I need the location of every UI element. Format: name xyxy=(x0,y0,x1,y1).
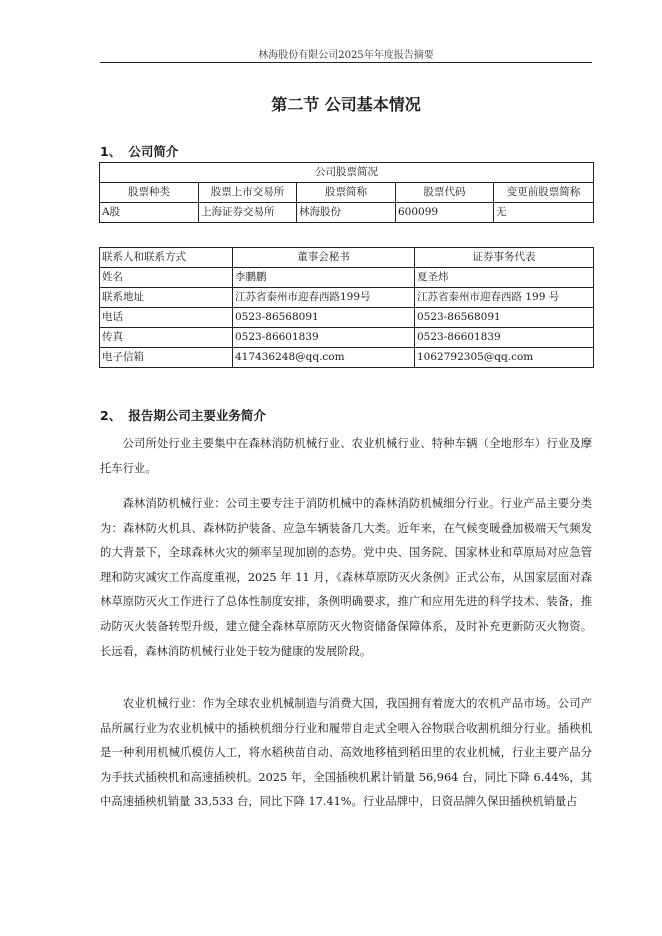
table-cell: 江苏省泰州市迎春西路 199 号 xyxy=(415,288,594,308)
table-header-row xyxy=(100,183,594,203)
table-cell: 夏圣炜 xyxy=(415,268,594,288)
section-title: 第二节 公司基本情况 xyxy=(271,95,421,114)
heading-number: 2、 xyxy=(100,408,122,423)
column-header: 证券事务代表 xyxy=(415,248,594,268)
table-cell: 0523-86568091 xyxy=(233,308,415,328)
heading-company-profile xyxy=(100,142,178,160)
table-cell: A股 xyxy=(100,203,199,223)
table-cell: 姓名 xyxy=(100,268,233,288)
contact-info-table xyxy=(99,247,594,368)
table-row xyxy=(100,288,594,308)
table-header-row xyxy=(100,248,594,268)
column-header: 股票代码 xyxy=(396,183,494,203)
table-row xyxy=(100,348,594,368)
paragraph-industry-overview: 公司所处行业主要集中在森林消防机械行业、农业机械行业、特种车辆（全地形车）行业及摩托车行业。 xyxy=(100,437,592,475)
table-row xyxy=(100,308,594,328)
table-cell: 1062792305@qq.com xyxy=(415,348,594,368)
table-cell: 电子信箱 xyxy=(100,348,233,368)
table-cell: 电话 xyxy=(100,308,233,328)
table-row xyxy=(100,203,594,223)
table-cell: 传真 xyxy=(100,328,233,348)
table-cell: 联系地址 xyxy=(100,288,233,308)
paragraph-forest-fire-machinery: 森林消防机械行业：公司主要专注于消防机械中的森林消防机械细分行业。行业产品主要分类为：森林防火机具、森林防护装备、应急车辆装备几大类。近年来，在气候变暖叠加极端天气频发的大背景下，全球森林火灾的频率呈现加剧的态势。党中央、国务院、国家林业和草原局对应急管理和防灾减灾工作高度重视，2025 年 11 月，《森林草原防灭火条例》正式公布，从国家层面对森林草原防灭火工作进行了总体性制度安排，条例明确要求，推广和应用先进的科学技术、装备，推动防灭火装备转型升级，建立健全森林草原防灭火物资储备保障体系，及时补充更新防灭火物资。长远看，森林消防机械行业处于较为健康的发展阶段。 xyxy=(100,497,592,658)
table-cell: 李鹏鹏 xyxy=(233,268,415,288)
table-cell: 417436248@qq.com xyxy=(233,348,415,368)
heading-main-business xyxy=(100,406,266,424)
heading-number: 1、 xyxy=(100,144,122,159)
column-header: 股票种类 xyxy=(100,183,199,203)
paragraph-agricultural-machinery: 农业机械行业：作为全球农业机械制造与消费大国，我国拥有着庞大的农机产品市场。公司产品所属行业为农业机械中的插秧机细分行业和履带自走式全喂入谷物联合收割机细分行业。插秧机是一种利用机械爪模仿人工，将水稻秧苗自动、高效地移植到稻田里的农业机械，行业主要产品分为手扶式插秧机和高速插秧机。2025 年，全国插秧机累计销量 56,964 台，同比下降 6.44%，其中高速插秧机销量 33,533 台，同比下降 17.41%。行业品牌中，日资品牌久保田插秧机销量占 xyxy=(100,697,592,809)
table-cell: 600099 xyxy=(396,203,494,223)
heading-text: 报告期公司主要业务简介 xyxy=(128,408,266,423)
table-caption-row xyxy=(100,163,594,183)
column-header: 董事会秘书 xyxy=(233,248,415,268)
table-cell: 上海证券交易所 xyxy=(199,203,297,223)
header-rule xyxy=(100,62,592,63)
table-row xyxy=(100,268,594,288)
table-cell: 无 xyxy=(494,203,594,223)
table-cell: 林海股份 xyxy=(297,203,396,223)
table-cell: 0523-86601839 xyxy=(415,328,594,348)
column-header: 股票简称 xyxy=(297,183,396,203)
table-cell: 江苏省泰州市迎春西路199号 xyxy=(233,288,415,308)
running-header: 林海股份有限公司2025年年度报告摘要 xyxy=(258,50,434,61)
table-caption: 公司股票简况 xyxy=(100,163,594,183)
stock-info-table xyxy=(99,162,594,223)
column-header: 联系人和联系方式 xyxy=(100,248,233,268)
column-header: 股票上市交易所 xyxy=(199,183,297,203)
heading-text: 公司简介 xyxy=(128,144,179,159)
table-row xyxy=(100,328,594,348)
table-cell: 0523-86568091 xyxy=(415,308,594,328)
column-header: 变更前股票简称 xyxy=(494,183,594,203)
table-cell: 0523-86601839 xyxy=(233,328,415,348)
